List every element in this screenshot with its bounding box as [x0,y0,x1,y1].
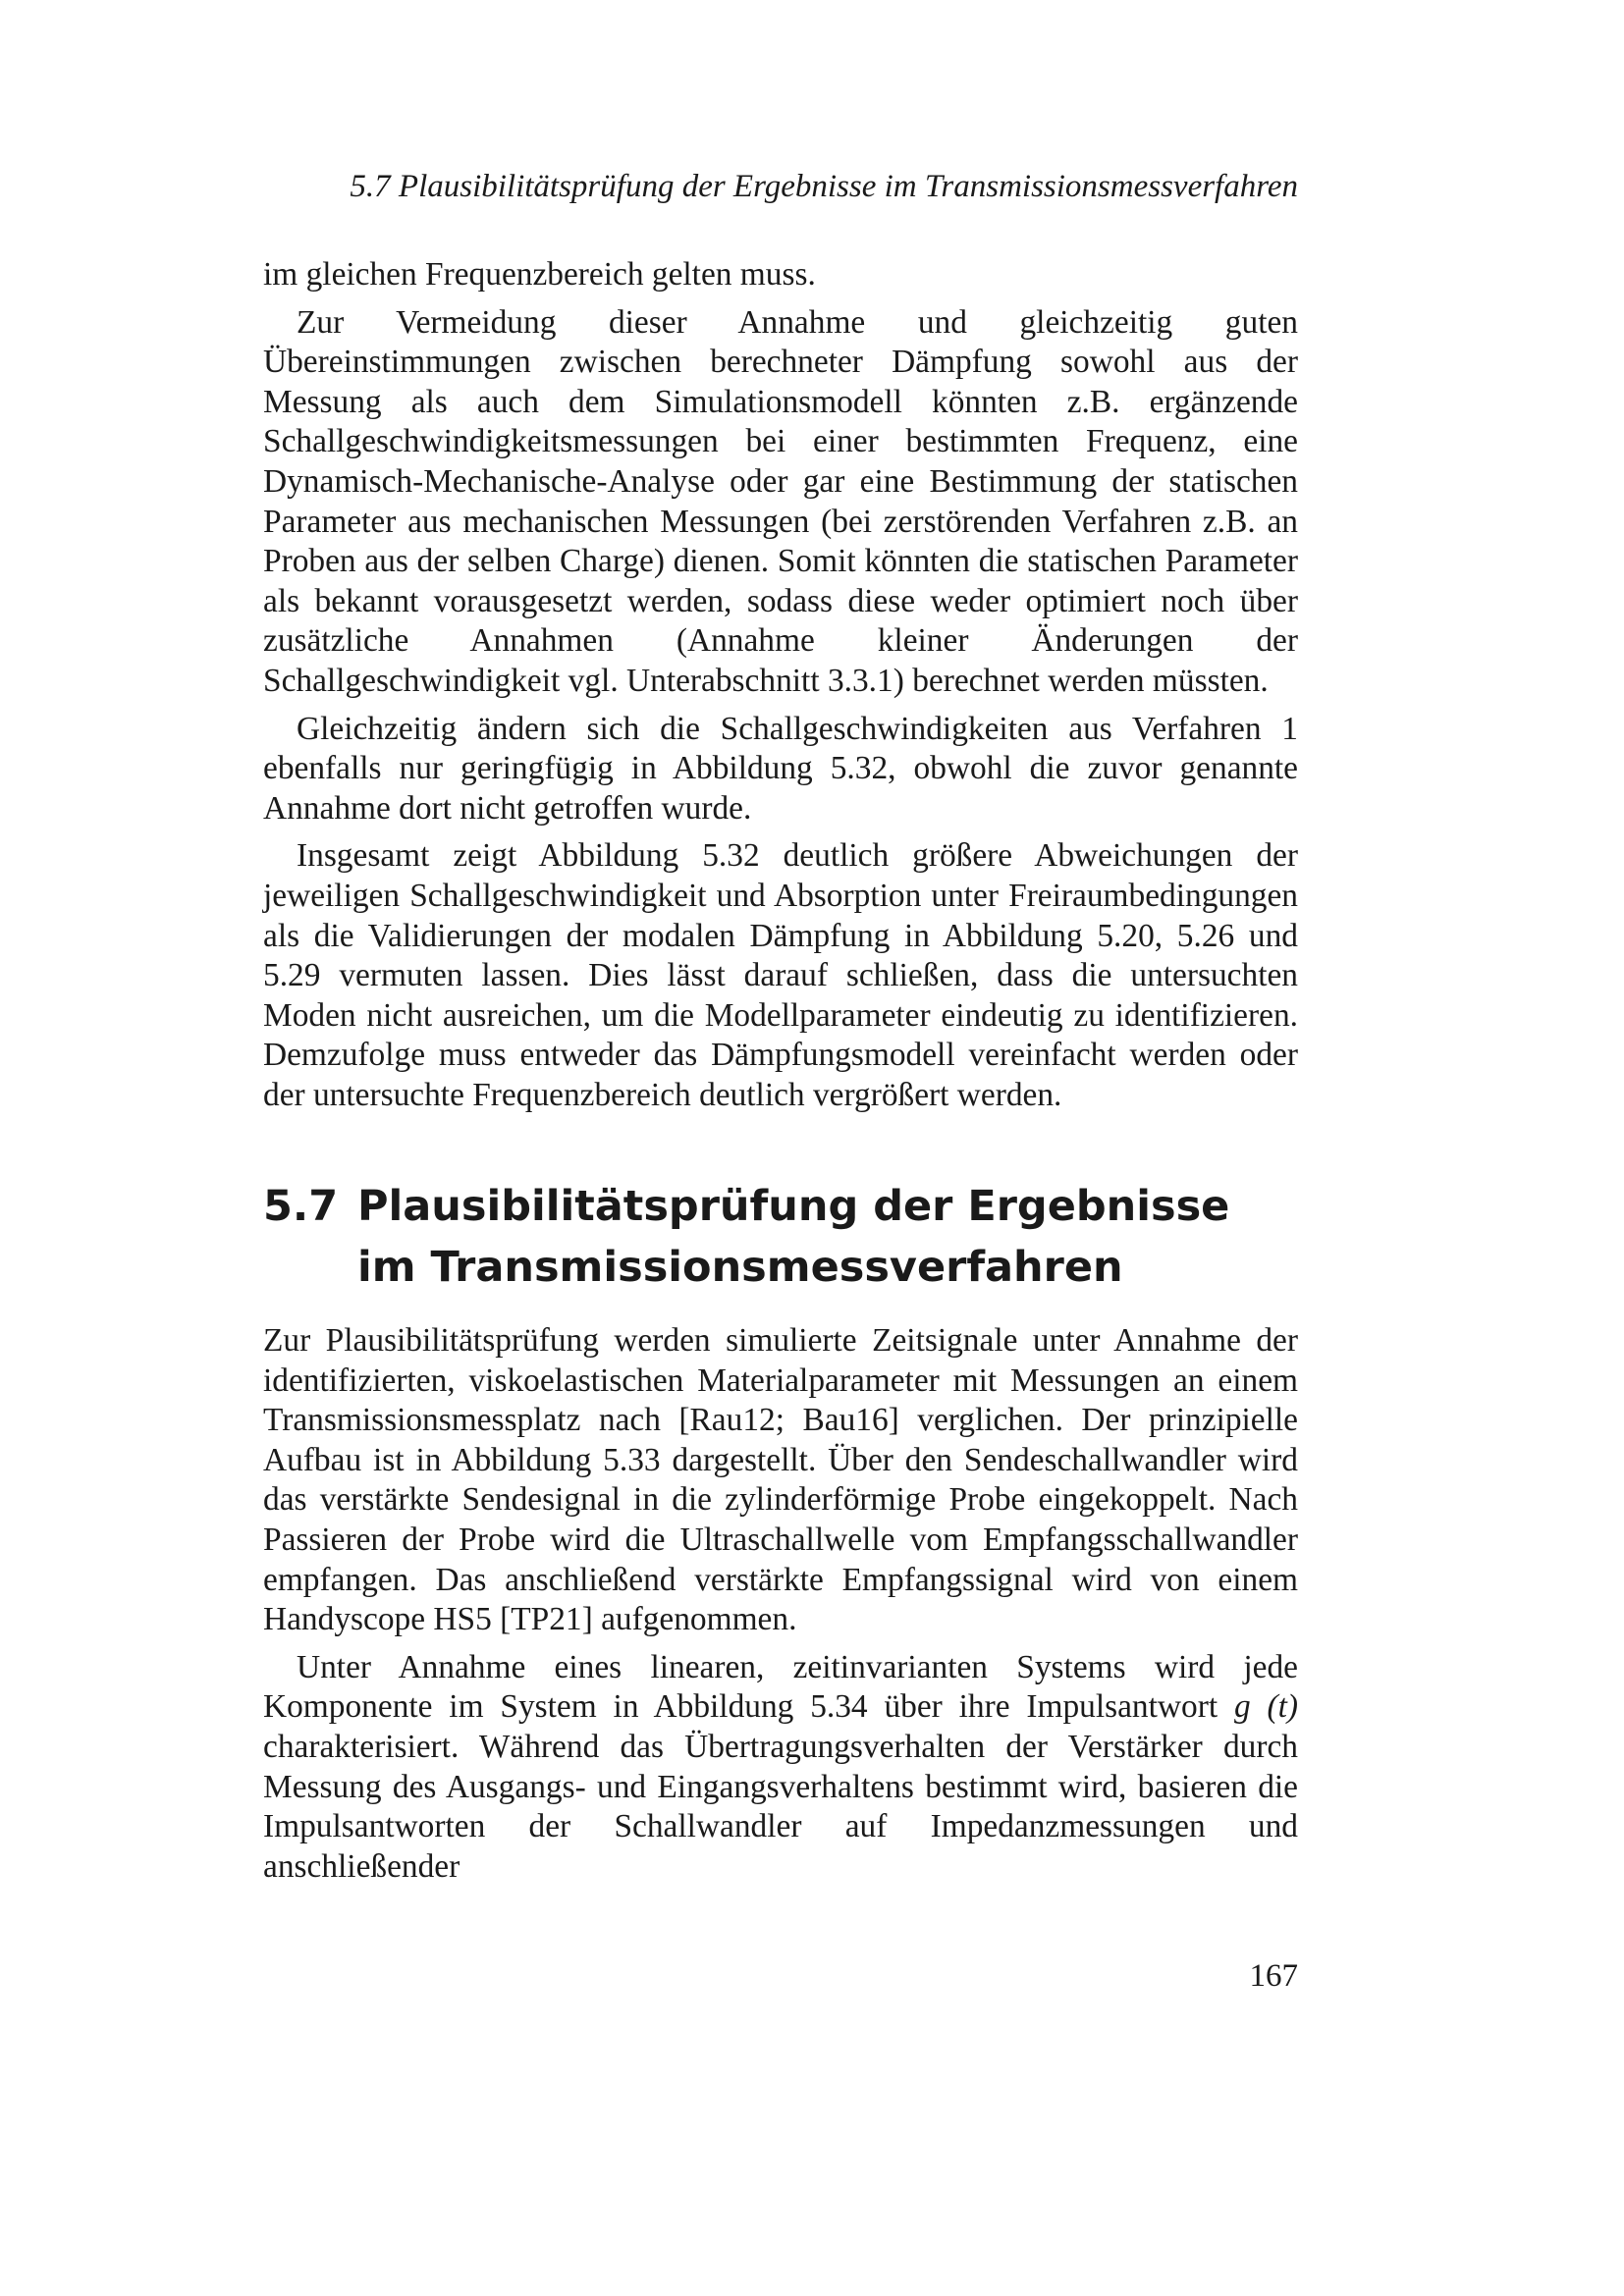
section-number: 5.7 [263,1182,339,1231]
paragraph: Insgesamt zeigt Abbildung 5.32 deutlich größere Abweichungen der jeweiligen Schallgeschwindigkeit und Absorption unter Freiraumbedingungen als die Validierungen der modalen Dämpfung in Abbildung 5.20, 5.26 und 5.29 vermuten lassen. Dies lässt darauf schließen, dass die untersuchten Moden nicht ausreichen, um die Modellparameter eindeutig zu identifizieren. Demzufolge muss entweder das Dämpfungsmodell vereinfacht werden oder der untersuchte Frequenzbereich deutlich vergrößert werden. [263,837,1298,1113]
math-impulse-response: g (t) [1233,1688,1298,1726]
paragraph-text: Unter Annahme eines linearen, zeitinvarianten Systems wird jede Komponente im System in Abbildung 5.34 über ihre Impulsantwort [263,1648,1298,1726]
page-number: 167 [1249,1958,1298,1994]
paragraph: Zur Plausibilitätsprüfung werden simulierte Zeitsignale unter Annahme der identifizierten, viskoelastischen Materialparameter mit Messungen an einem Transmissionsmessplatz nach [Rau12; Bau16] verglichen. Der prinzipielle Aufbau ist in Abbildung 5.33 dargestellt. Über den Sendeschallwandler wird das verstärkte Sendesignal in die zylinderförmige Probe eingekoppelt. Nach Passieren der Probe wird die Ultraschallwelle vom Empfangsschallwandler empfangen. Das anschließend verstärkte Empfangssignal wird von einem Handyscope HS5 [TP21] aufgenommen. [263,1322,1298,1638]
section-heading [263,1176,1298,1298]
paragraph-text: charakterisiert. Während das Übertragungsverhalten der Verstärker durch Messung des Ausgangs- und Eingangsverhaltens bestimmt wird, basieren die Impulsantworten der Schallwandler auf Impedanzmessungen und anschließender [263,1728,1298,1885]
running-header: 5.7 Plausibilitätsprüfung der Ergebnisse im Transmissionsmessverfahren [350,169,1298,204]
body-text-before-section [263,255,1298,1115]
paragraph-continuation: im gleichen Frequenzbereich gelten muss. [263,256,816,293]
section-title: Plausibilitätsprüfung der Ergebnisse im Transmissionsmessverfahren [357,1182,1230,1292]
paragraph: Zur Vermeidung dieser Annahme und gleichzeitig guten Übereinstimmungen zwischen berechneter Dämpfung sowohl aus der Messung als auch dem Simulationsmodell könnten z.B. ergänzende Schallgeschwindigkeitsmessungen bei einer bestimmten Frequenz, eine Dynamisch-Mechanische-Analyse oder gar eine Bestimmung der statischen Parameter aus mechanischen Messungen (bei zerstörenden Verfahren z.B. an Proben aus der selben Charge) dienen. Somit könnten die statischen Parameter als bekannt vorausgesetzt werden, sodass diese weder optimiert noch über zusätzliche Annahmen (Annahme kleiner Änderungen der Schallgeschwindigkeit vgl. Unterabschnitt 3.3.1) berechnet werden müssten. [263,303,1298,699]
paragraph [263,1648,1298,1888]
body-text-section [263,1321,1298,1887]
paragraph: Gleichzeitig ändern sich die Schallgeschwindigkeiten aus Verfahren 1 ebenfalls nur geringfügig in Abbildung 5.32, obwohl die zuvor genannte Annahme dort nicht getroffen wurde. [263,710,1298,827]
